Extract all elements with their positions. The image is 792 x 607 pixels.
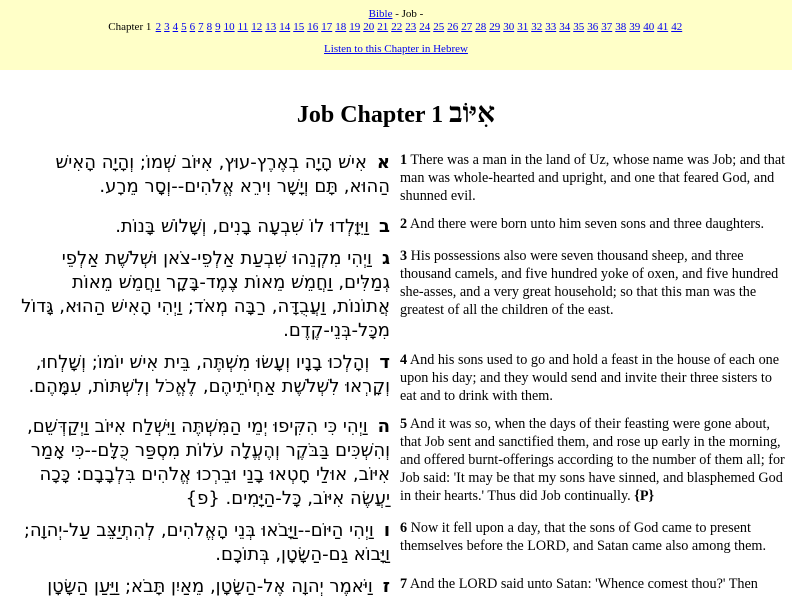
chapter-link[interactable]: 23 <box>405 21 417 33</box>
chapter-link[interactable]: 22 <box>391 21 403 33</box>
chapter-link[interactable]: 14 <box>279 21 291 33</box>
hebrew-verse-text: וַיֹּאמֶר יְהוָה אֶל-הַשָּׂטָן, מֵאַיִן תָּבֹא; וַיַּעַן הַשָּׂטָן <box>47 576 373 597</box>
chapter-link[interactable]: 4 <box>172 21 179 33</box>
english-verse <box>400 151 792 215</box>
verse-row <box>16 519 792 575</box>
chapter-link[interactable]: 9 <box>215 21 221 33</box>
verse-row <box>16 415 792 519</box>
hebrew-verse-number: ה <box>377 416 390 437</box>
chapter-link[interactable]: 21 <box>377 21 389 33</box>
english-verse-number: 6 <box>400 520 408 536</box>
listen-hebrew-link[interactable]: Listen to this Chapter in Hebrew <box>324 43 468 55</box>
chapter-link[interactable]: 35 <box>573 21 585 33</box>
english-verse-text: And there were born unto him seven sons and three daughters. <box>409 216 765 232</box>
english-verse <box>400 247 792 351</box>
verse-row <box>16 215 792 247</box>
hebrew-verse <box>16 415 400 519</box>
chapter-link[interactable]: 41 <box>657 21 669 33</box>
chapter-link[interactable]: 20 <box>363 21 375 33</box>
chapter-link[interactable]: 8 <box>206 21 213 33</box>
chapter-link[interactable]: 30 <box>503 21 515 33</box>
hebrew-verse-number: ו <box>383 520 390 541</box>
english-verse <box>400 519 792 575</box>
english-verse-text: And his sons used to go and hold a feast in the house of each one upon his day; and they would send and invite their three sisters to eat and to drink with them. <box>400 352 780 404</box>
english-verse <box>400 575 792 607</box>
english-verse-text: His possessions also were seven thousand sheep, and three thousand camels, and five hundred yoke of oxen, and five hundred she-asses, and a very great household; so that this man was the greatest of all the children of the east. <box>400 248 779 318</box>
page-title <box>0 98 792 130</box>
verse-row <box>16 247 792 351</box>
chapter-link[interactable]: 37 <box>601 21 613 33</box>
hebrew-verse-number: א <box>376 152 390 173</box>
hebrew-verse-text: וְהָלְכוּ בָנָיו וְעָשׂוּ מִשְׁתֶּה, בֵּית אִישׁ יוֹמוֹ; וְשָׁלְחוּ, וְקָרְאוּ לִשְׁלֹשֶׁת אַחְיֹתֵיהֶם, לֶאֱכֹל וְלִשְׁתּוֹת, עִמָּהֶם. <box>28 352 390 397</box>
english-verse-number: 1 <box>400 152 408 168</box>
chapter-link[interactable]: 29 <box>489 21 501 33</box>
page-title-hebrew: אִיּוֹב <box>449 98 496 129</box>
verse-row <box>16 151 792 215</box>
chapter-link[interactable]: 2 <box>155 21 162 33</box>
chapter-link[interactable]: 32 <box>531 21 543 33</box>
chapter-link[interactable]: 13 <box>265 21 277 33</box>
chapter-link[interactable]: 34 <box>559 21 571 33</box>
english-verse-text: And the LORD said unto Satan: 'Whence comest thou?' Then <box>409 576 758 592</box>
chapter-link[interactable]: 38 <box>615 21 627 33</box>
english-verse-text: And it was so, when the days of their feasting were gone about, that Job sent and sanctified them, and rose up early in the morning, and offered burnt-offerings according to the number of them all; for Job said: 'It may be that my sons have sinned, and blasphemed God in their hearts.' Thus did Job continually. <box>400 416 785 504</box>
chapter-link[interactable]: 16 <box>307 21 319 33</box>
breadcrumb <box>0 8 792 21</box>
chapter-link[interactable]: 25 <box>433 21 445 33</box>
english-verse <box>400 351 792 415</box>
verse-row <box>16 575 792 607</box>
chapter-link[interactable]: 7 <box>198 21 204 33</box>
hebrew-verse <box>16 575 400 607</box>
chapter-link[interactable]: 5 <box>181 21 187 33</box>
book-label: - Job - <box>392 8 424 20</box>
chapter-list <box>0 21 792 34</box>
current-chapter-label: Chapter 1 <box>108 21 152 33</box>
chapter-link[interactable]: 6 <box>189 21 196 33</box>
hebrew-verse-text: וַיִּוָּלְדוּ לוֹ שִׁבְעָה בָנִים, וְשָׁלוֹשׁ בָּנוֹת. <box>115 216 370 237</box>
hebrew-verse-number: ג <box>381 248 390 269</box>
bible-link[interactable]: Bible <box>368 8 393 20</box>
petucha-mark: {P} <box>634 488 655 504</box>
english-verse-text: There was a man in the land of Uz, whose name was Job; and that man was whole-hearted and upright, and one that feared God, and shunned evil. <box>400 152 786 204</box>
chapter-link[interactable]: 33 <box>545 21 557 33</box>
hebrew-verse-number: ב <box>379 216 390 237</box>
chapter-link[interactable]: 10 <box>223 21 235 33</box>
chapter-link[interactable]: 24 <box>419 21 431 33</box>
chapter-link[interactable]: 3 <box>164 21 170 33</box>
english-verse-text: Now it fell upon a day, that the sons of God came to present themselves before the LORD, and Satan came also among them. <box>400 520 767 554</box>
hebrew-verse-text: וַיְהִי הַיּוֹם--וַיָּבֹאוּ בְּנֵי הָאֱלֹהִים, לְהִתְיַצֵּב עַל-יְהוָה; וַיָּבוֹא גַם-הַשָּׂטָן, בְּתוֹכָם. <box>23 520 390 565</box>
page-title-english: Job Chapter 1 <box>296 102 444 128</box>
chapter-link[interactable]: 39 <box>629 21 641 33</box>
english-verse-number: 3 <box>400 248 408 264</box>
chapter-link[interactable]: 42 <box>671 21 683 33</box>
chapter-link[interactable]: 11 <box>237 21 249 33</box>
chapter-link[interactable]: 15 <box>293 21 305 33</box>
english-verse-number: 2 <box>400 216 408 232</box>
hebrew-verse <box>16 247 400 351</box>
hebrew-verse-text: וַיְהִי כִּי הִקִּיפוּ יְמֵי הַמִּשְׁתֶּה וַיִּשְׁלַח אִיּוֹב וַיְקַדְּשֵׁם, וְהִשְׁכִּים בַּבֹּקֶר וְהֶעֱלָה עֹלוֹת מִסְפַּר כֻּלָּם--כִּי אָמַר אִיּוֹב, אוּלַי חָטְאוּ בָנַי וּבֵרְכוּ אֱלֹהִים בִּלְבָבָם: כָּכָה יַעֲשֶׂה אִיּוֹב, כָּל-הַיָּמִים. {פ} <box>27 416 390 509</box>
chapter-link[interactable]: 36 <box>587 21 599 33</box>
verse-row <box>16 351 792 415</box>
hebrew-verse <box>16 519 400 575</box>
verse-table <box>16 151 792 607</box>
hebrew-verse <box>16 215 400 247</box>
english-verse <box>400 415 792 519</box>
hebrew-verse <box>16 151 400 215</box>
english-verse-number: 5 <box>400 416 408 432</box>
chapter-link[interactable]: 18 <box>335 21 347 33</box>
hebrew-verse-number: ד <box>379 352 390 373</box>
english-verse <box>400 215 792 247</box>
chapter-link[interactable]: 40 <box>643 21 655 33</box>
chapter-link[interactable]: 12 <box>251 21 263 33</box>
hebrew-verse-text: וַיְהִי מִקְנֵהוּ שִׁבְעַת אַלְפֵי-צֹאן וּשְׁלֹשֶׁת אַלְפֵי גְמַלִּים, וַחֲמֵשׁ מֵאוֹת צֶמֶד-בָּקָר וַחֲמֵשׁ מֵאוֹת אֲתוֹנוֹת, וַעֲבֻדָּה, רַבָּה מְאֹד; וַיְהִי הָאִישׁ הַהוּא, גָּדוֹל מִכָּל-בְּנֵי-קֶדֶם. <box>21 248 390 341</box>
hebrew-verse-text: אִישׁ הָיָה בְאֶרֶץ-עוּץ, אִיּוֹב שְׁמוֹ; וְהָיָה הָאִישׁ הַהוּא, תָּם וְיָשָׁר וִירֵא אֱלֹהִים--וְסָר מֵרָע. <box>55 152 390 197</box>
english-verse-number: 7 <box>400 576 408 592</box>
english-verse-number: 4 <box>400 352 408 368</box>
chapter-navigation-bar <box>0 0 792 70</box>
chapter-link[interactable]: 19 <box>349 21 361 33</box>
hebrew-verse-number: ז <box>382 576 390 597</box>
chapter-link[interactable]: 28 <box>475 21 487 33</box>
chapter-link[interactable]: 26 <box>447 21 459 33</box>
hebrew-verse <box>16 351 400 415</box>
chapter-link[interactable]: 27 <box>461 21 473 33</box>
chapter-link[interactable]: 17 <box>321 21 333 33</box>
chapter-link[interactable]: 31 <box>517 21 529 33</box>
